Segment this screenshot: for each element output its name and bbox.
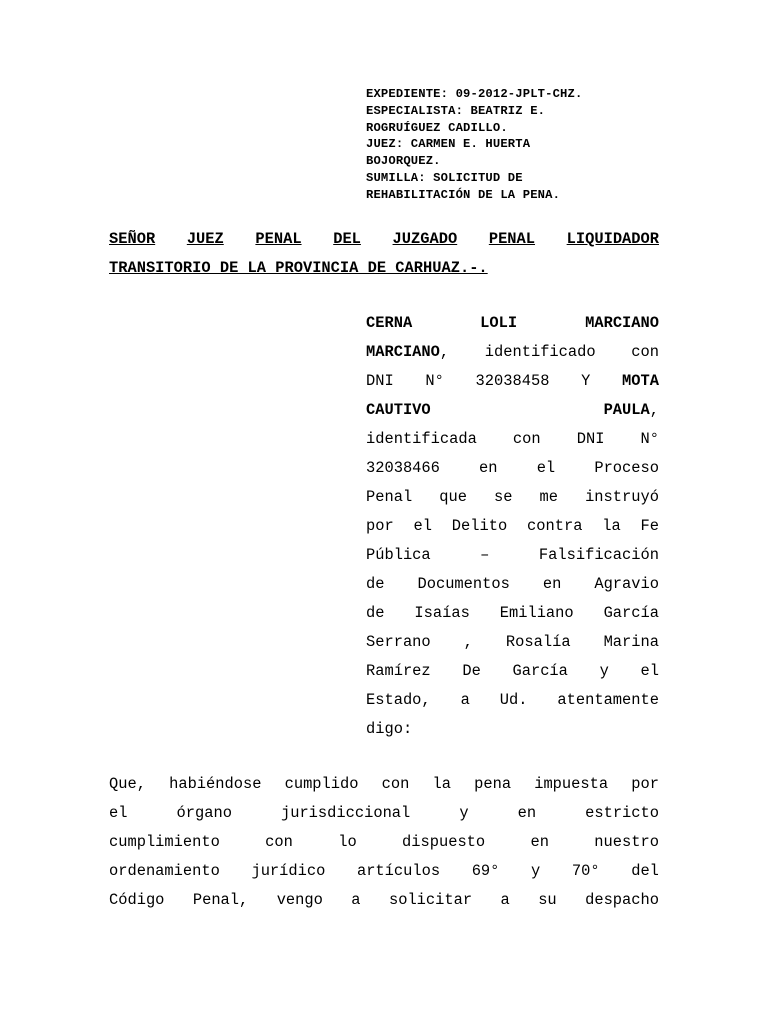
word: con	[265, 833, 293, 851]
word: en	[517, 804, 537, 822]
word: identificada	[366, 430, 477, 448]
word: la	[602, 517, 621, 535]
petitioner-line	[366, 686, 659, 715]
word: jurídico	[251, 862, 326, 880]
word: 70°	[571, 862, 600, 880]
body-line	[109, 828, 659, 857]
word: Rosalía	[505, 633, 571, 651]
word: su	[538, 891, 557, 909]
word: que	[439, 488, 467, 506]
word: JUZGADO	[392, 230, 458, 248]
word: Penal	[366, 488, 413, 506]
word: LIQUIDADOR	[566, 230, 659, 248]
petitioner-line: digo:	[366, 720, 413, 738]
word: CERNA	[366, 314, 413, 332]
word: y	[531, 862, 541, 880]
word: por	[366, 517, 394, 535]
case-file-number: EXPEDIENTE: 09-2012-JPLT-CHZ.	[366, 87, 583, 101]
case-header	[366, 86, 666, 204]
word: contra	[527, 517, 583, 535]
word: impuesta	[534, 775, 609, 793]
word: con	[631, 343, 659, 361]
word: cumplido	[284, 775, 359, 793]
word: con	[381, 775, 410, 793]
word: del	[631, 862, 659, 880]
petitioner-line	[366, 309, 659, 338]
word: con	[512, 430, 541, 448]
word: Proceso	[594, 459, 659, 477]
word: estricto	[585, 804, 659, 822]
word: Código	[109, 891, 165, 909]
word: Penal,	[192, 891, 249, 909]
word: N°	[640, 430, 659, 448]
word: la	[432, 775, 451, 793]
body-line	[109, 799, 659, 828]
word: y	[599, 662, 609, 680]
petitioner-name: MOTA	[622, 372, 659, 390]
word: en	[530, 833, 549, 851]
petitioner-line	[366, 425, 659, 454]
word: DNI	[576, 430, 605, 448]
petitioner-name: PAULA	[603, 401, 650, 419]
word: MARCIANO	[585, 314, 659, 332]
word: PENAL	[488, 230, 536, 248]
body-line	[109, 886, 659, 915]
petitioner-line: CAUTIVO PAULA,	[366, 396, 659, 425]
petition-body	[109, 770, 659, 915]
word: Documentos	[417, 575, 510, 593]
word: Y	[581, 372, 591, 390]
word: DEL	[333, 230, 361, 248]
word: el	[413, 517, 432, 535]
petitioner-line	[366, 570, 659, 599]
word: de	[366, 575, 385, 593]
word: solicitar	[388, 891, 473, 909]
word: el	[536, 459, 556, 477]
word: de	[366, 604, 385, 622]
specialist-name: ROGRUÍGUEZ CADILLO.	[366, 120, 508, 135]
word: Emiliano	[499, 604, 574, 622]
word: –	[480, 546, 490, 564]
petitioner-line	[366, 599, 659, 628]
word: DNI	[366, 372, 394, 390]
word: lo	[338, 833, 357, 851]
court-addressee	[109, 225, 659, 283]
specialist-line: ESPECIALISTA: BEATRIZ E.	[366, 103, 546, 118]
word: Pública	[366, 546, 431, 564]
word: cumplimiento	[109, 833, 220, 851]
word: Marina	[603, 633, 659, 651]
word: Delito	[451, 517, 508, 535]
word: a	[351, 891, 361, 909]
summary-line: SUMILLA: SOLICITUD DE	[366, 170, 523, 185]
word: órgano	[176, 804, 232, 822]
word: nuestro	[594, 833, 659, 851]
petitioner-name: CAUTIVO	[366, 401, 431, 419]
word: Ud.	[499, 691, 528, 709]
word: por	[631, 775, 659, 793]
word: Agravio	[594, 575, 659, 593]
body-line	[109, 857, 659, 886]
petitioner-line	[366, 454, 659, 483]
word: ,	[463, 633, 473, 651]
word: instruyó	[585, 488, 659, 506]
word: me	[539, 488, 559, 506]
word: De	[462, 662, 481, 680]
word: Ramírez	[366, 662, 431, 680]
petitioner-block	[366, 309, 659, 744]
judge-name: BOJORQUEZ.	[366, 154, 441, 169]
word: Fe	[640, 517, 659, 535]
word: 69°	[471, 862, 500, 880]
word: y	[459, 804, 469, 822]
word: N°	[425, 372, 444, 390]
word: Estado,	[366, 691, 431, 709]
word: habiéndose	[169, 775, 262, 793]
word: Isaías	[414, 604, 470, 622]
petitioner-line	[366, 483, 659, 512]
word: 32038458	[475, 372, 550, 390]
word: identificado	[484, 343, 596, 361]
word: PENAL	[255, 230, 302, 248]
word: LOLI	[480, 314, 518, 332]
petitioner-line	[366, 512, 659, 541]
petitioner-line	[366, 657, 659, 686]
word: el	[640, 662, 659, 680]
word: SEÑOR	[109, 230, 156, 248]
addressee-line-2: TRANSITORIO DE LA PROVINCIA DE CARHUAZ.-.	[109, 259, 488, 277]
word: atentamente	[557, 691, 659, 709]
petitioner-line	[366, 367, 659, 396]
word: García	[512, 662, 568, 680]
word: en	[542, 575, 562, 593]
word: pena	[474, 775, 512, 793]
word: artículos	[356, 862, 441, 880]
word: despacho	[585, 891, 659, 909]
word: JUEZ	[186, 230, 224, 248]
word: el	[109, 804, 128, 822]
word: vengo	[276, 891, 323, 909]
summary-subject: REHABILITACIÓN DE LA PENA.	[366, 187, 561, 202]
petitioner-line	[366, 628, 659, 657]
petitioner-line: MARCIANO, identificado con	[366, 338, 659, 367]
word: a	[500, 891, 510, 909]
word: Falsificación	[538, 546, 659, 564]
addressee-line-1	[109, 225, 659, 254]
word: en	[479, 459, 498, 477]
word: Serrano	[366, 633, 431, 651]
word: García	[603, 604, 659, 622]
word: 32038466	[366, 459, 440, 477]
word: Que,	[109, 775, 146, 793]
petitioner-line	[366, 541, 659, 570]
word: dispuesto	[402, 833, 486, 851]
petitioner-name: MARCIANO	[366, 343, 440, 361]
word: se	[494, 488, 513, 506]
body-line	[109, 770, 659, 799]
judge-line: JUEZ: CARMEN E. HUERTA	[366, 137, 531, 152]
word: a	[460, 691, 470, 709]
word: jurisdiccional	[280, 804, 411, 822]
word: ordenamiento	[109, 862, 220, 880]
